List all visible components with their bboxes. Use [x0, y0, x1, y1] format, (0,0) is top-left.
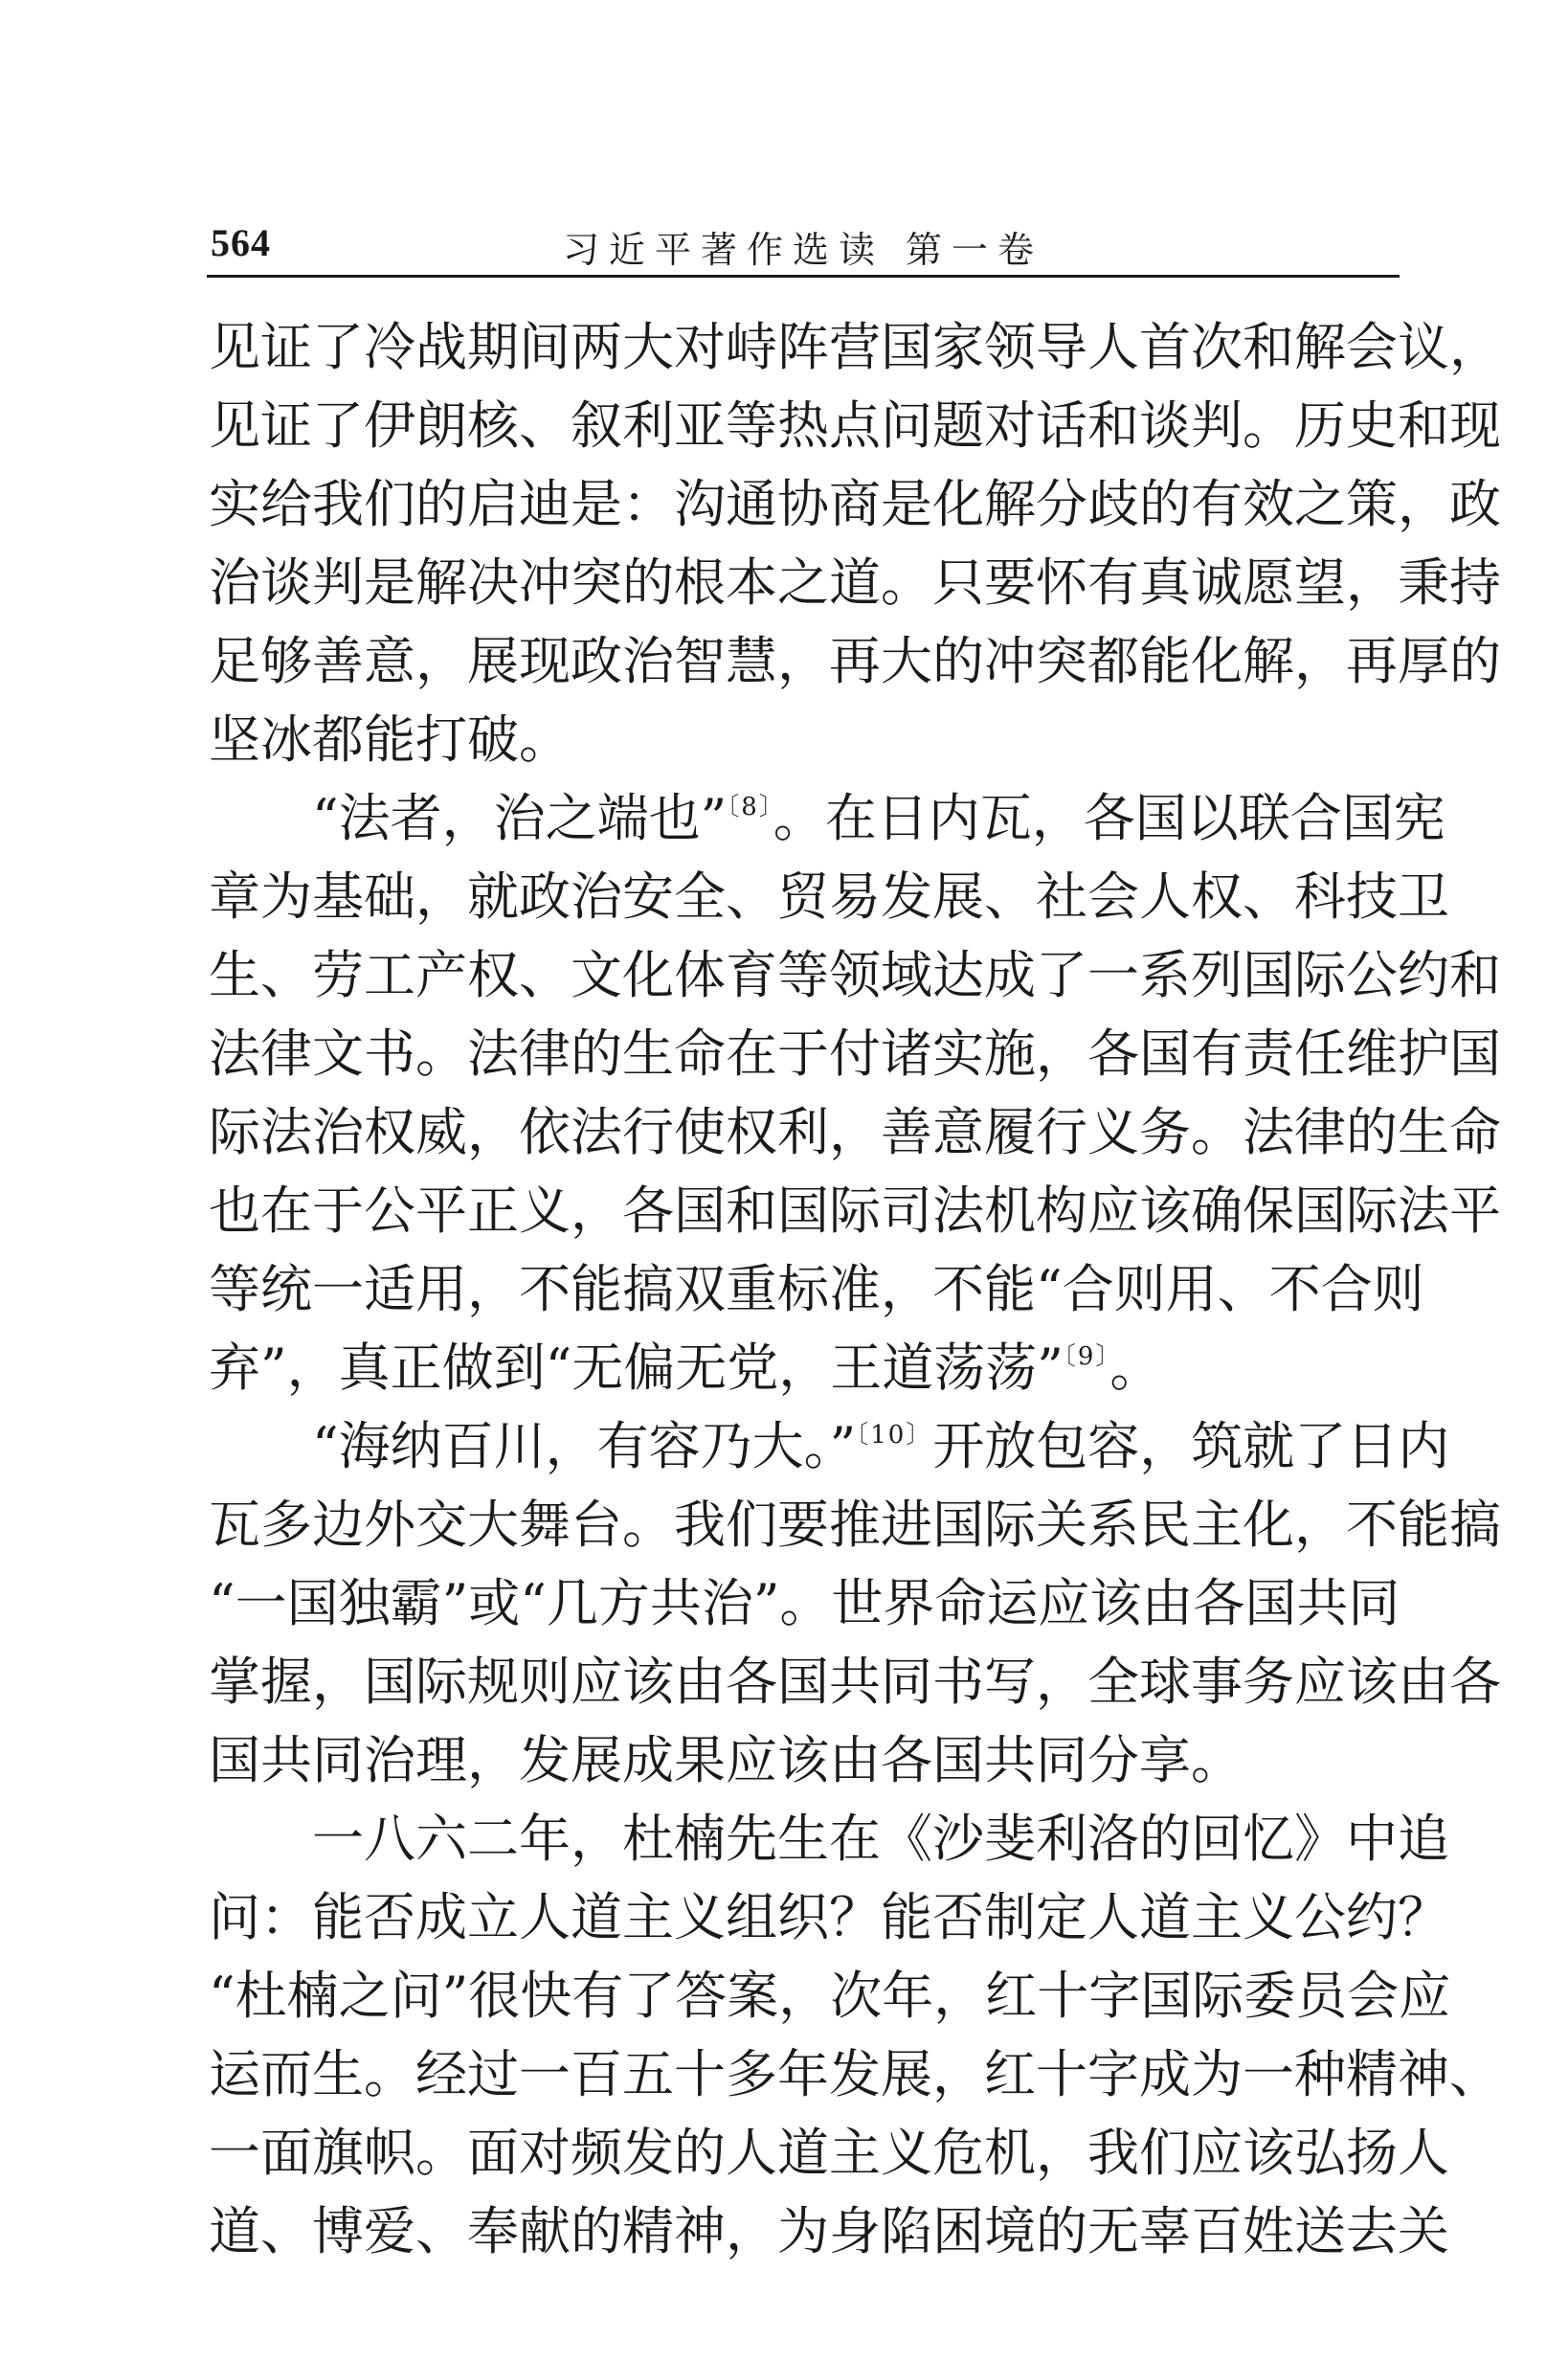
text-line	[209, 779, 1445, 858]
text-run: “法者，治之端也”	[312, 788, 728, 848]
text-line: 章为基础，就政治安全、贸易发展、社会人权、科技卫	[209, 866, 1449, 927]
text-line: 际法治权威，依法行使权利，善意履行义务。法律的生命	[209, 1102, 1501, 1162]
text-line: 实给我们的启迪是：沟通协商是化解分歧的有效之策，政	[209, 474, 1501, 534]
running-title: 习近平著作选读 第一卷	[562, 229, 1044, 271]
text-line: 运而生。经过一百五十多年发展，红十字成为一种精神、	[209, 2044, 1501, 2104]
text-line: 问：能否成立人道主义组织？能否制定人道主义公约？	[209, 1887, 1449, 1947]
text-line: 坚冰都能打破。	[209, 709, 571, 770]
footnote-ref: 〔9〕	[1063, 1342, 1110, 1371]
text-run: 。在日内瓦，各国以联合国宪	[773, 788, 1445, 848]
text-line: 见证了伊朗核、叙利亚等热点问题对话和谈判。历史和现	[209, 395, 1501, 456]
text-run: “海纳百川，有容乃大。”	[312, 1416, 857, 1476]
text-line: 国共同治理，发展成果应该由各国共同分享。	[209, 1730, 1243, 1790]
text-line: 瓦多边外交大舞台。我们要推进国际关系民主化，不能搞	[209, 1495, 1501, 1555]
text-line	[209, 1407, 1450, 1486]
text-line: “杜楠之问”很快有了答案，次年，红十字国际委员会应	[209, 1966, 1451, 2026]
text-line: “一国独霸”或“几方共治”。世界命运应该由各国共同	[209, 1573, 1400, 1633]
text-line: 治谈判是解决冲突的根本之道。只要怀有真诚愿望，秉持	[209, 552, 1501, 613]
text-line: 一面旗帜。面对频发的人道主义危机，我们应该弘扬人	[209, 2123, 1449, 2183]
text-run: 。	[1109, 1338, 1162, 1398]
header-rule	[207, 275, 1400, 278]
text-line: 掌握，国际规则应该由各国共同书写，全球事务应该由各	[209, 1652, 1501, 1712]
text-line: 一八六二年，杜楠先生在《沙斐利洛的回忆》中追	[312, 1809, 1449, 1869]
text-run: 弃”，真正做到“无偏无党，王道荡荡”	[209, 1338, 1064, 1398]
text-line: 也在于公平正义，各国和国际司法机构应该确保国际法平	[209, 1180, 1501, 1241]
text-run: 开放包容，筑就了日内	[932, 1416, 1450, 1476]
footnote-ref: 〔10〕	[856, 1421, 933, 1450]
text-line: 等统一适用，不能搞双重标准，不能“合则用、不合则	[209, 1259, 1424, 1319]
text-line: 法律文书。法律的生命在于付诸实施，各国有责任维护国	[209, 1023, 1501, 1084]
footnote-ref: 〔8〕	[727, 793, 773, 821]
text-line: 道、博爱、奉献的精神，为身陷困境的无辜百姓送去关	[209, 2201, 1449, 2261]
text-line: 生、劳工产权、文化体育等领域达成了一系列国际公约和	[209, 945, 1501, 1005]
text-line: 见证了冷战期间两大对峙阵营国家领导人首次和解会议，	[209, 317, 1501, 377]
body-text	[209, 308, 1501, 2271]
page-header	[209, 203, 1398, 280]
page-number: 564	[211, 221, 271, 264]
text-line: 足够善意，展现政治智慧，再大的冲突都能化解，再厚的	[209, 631, 1501, 691]
text-line	[209, 1329, 1398, 1407]
